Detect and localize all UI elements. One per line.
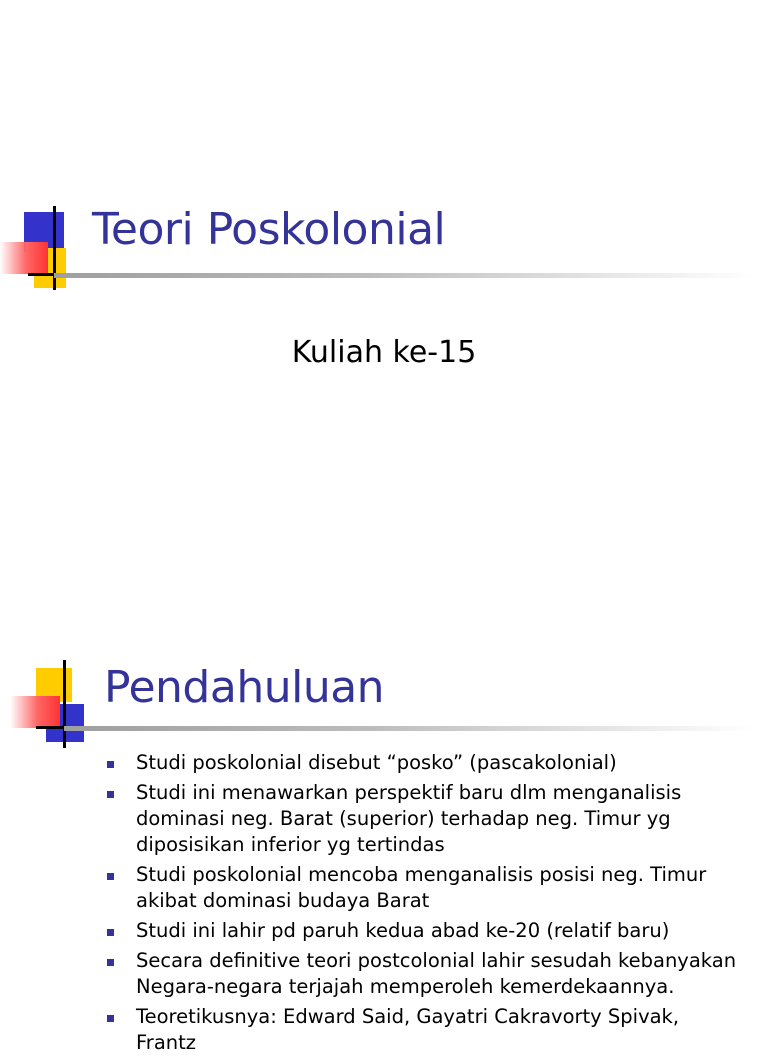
list-item [104, 750, 744, 776]
list-item-text: Studi poskolonial mencoba menganalisis posisi neg. Timur akibat dominasi budaya Barat [136, 863, 707, 912]
bullet-square-icon [107, 791, 114, 798]
bullet-list [104, 750, 744, 1060]
slide-pendahuluan [0, 640, 768, 1054]
slide-title-text: Teori Poskolonial [92, 204, 446, 255]
bullet-square-icon [107, 873, 114, 880]
list-item-text: Studi ini menawarkan perspektif baru dlm menganalisis dominasi neg. Barat (superior) terhadap neg. Timur yg diposisikan inferior yg tertindas [136, 781, 682, 856]
list-item [104, 1004, 744, 1056]
list-item-text: Teoretikusnya: Edward Said, Gayatri Cakravorty Spivak, Frantz [136, 1005, 680, 1054]
list-item [104, 918, 744, 944]
list-item-text: Studi poskolonial disebut “posko” (pascakolonial) [136, 751, 617, 774]
list-item-text: Secara definitive teori postcolonial lahir sesudah kebanyakan Negara-negara terjajah memperoleh kemerdekaannya. [136, 949, 737, 998]
bullet-square-icon [107, 1015, 114, 1022]
bullet-square-icon [107, 761, 114, 768]
bullet-square-icon [107, 929, 114, 936]
list-item [104, 862, 744, 914]
list-item-text: Studi ini lahir pd paruh kedua abad ke-20 (relatif baru) [136, 919, 670, 942]
bullet-square-icon [107, 959, 114, 966]
list-item [104, 948, 744, 1000]
title-underline [54, 273, 754, 278]
slide-subtitle-text: Kuliah ke-15 [291, 335, 477, 370]
slide-title-text: Pendahuluan [104, 662, 385, 713]
list-item [104, 780, 744, 858]
title-underline [64, 726, 754, 731]
